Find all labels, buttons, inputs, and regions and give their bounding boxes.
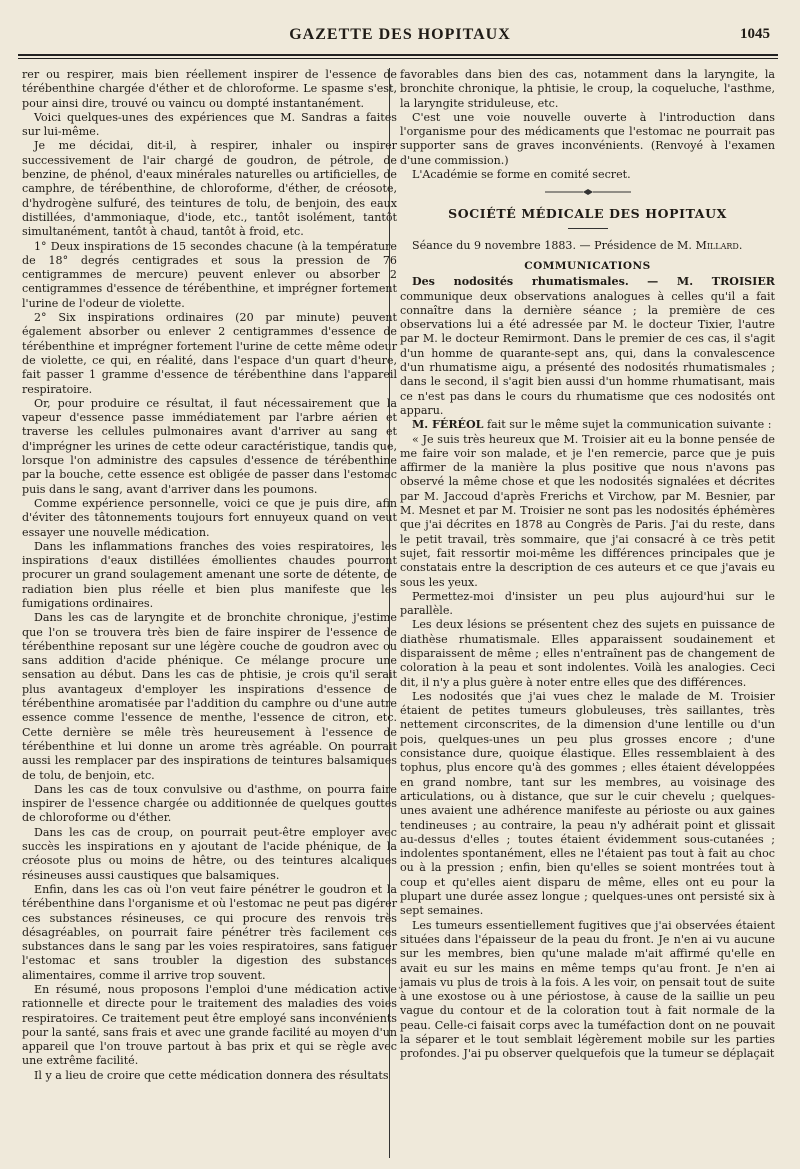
session-line xyxy=(400,239,775,253)
journal-title: GAZETTE DES HOPITAUX xyxy=(289,26,511,43)
paragraph: « Je suis très heureux que M. Troisier ait eu la bonne pensée de me faire voir son malade, et je l'en remercie, parce que je puis affirmer de la manière la plus positive que nous n'avons pas observé la même chose et que les nodosités signalées et décrites par M. Jaccoud d'après Frerichs et Virchow, par M. Besnier, par M. Mesnet et par M. Troisier ne sont pas les nodosités éphémères que j'ai décrites en 1878 au Congrès de Paris. J'ai du reste, dans le petit travail, très sommaire, que j'ai consacré à ce très petit sujet, fait ressortir moi-même les différences principales que je constatais entre la description de ces auteurs et ce que j'avais eu sous les yeux. xyxy=(400,432,775,589)
troisier-paragraph xyxy=(400,275,775,418)
page-number: 1045 xyxy=(740,26,770,42)
paragraph: Dans les cas de toux convulsive ou d'asthme, on pourra faire inspirer de l'essence chargée ou additionnée de quelques gouttes de chloroforme ou d'éther. xyxy=(22,782,397,825)
right-column xyxy=(400,68,775,1062)
paragraph: 2° Six inspirations ordinaires (20 par minute) peuvent également absorber ou enlever 2 centigrammes d'essence de térébenthine et imprégner fortement l'urine de cette même odeur de violette, ce qui, en réalité, dans l'espace d'un quart d'heure, fait passer 1 gramme d'essence de térébenthine dans l'appareil respiratoire. xyxy=(22,311,397,396)
left-column xyxy=(22,68,397,1083)
paragraph: Je me décidai, dit-il, à respirer, inhaler ou inspirer successivement de l'air chargé de goudron, de pétrole, de benzine, de phénol, d'eaux minérales naturelles ou artificielles, de camphre, de térébenthine, de chloroforme, d'éther, de créosote, d'hydrogène sulfuré, des teintures de tolu, de benjoin, des eaux distillées, d'ammoniaque, d'iode, etc., tantôt isolément, tantôt simultanément, tantôt à chaud, tantôt à froid, etc. xyxy=(22,139,397,239)
session-text: Séance du 9 novembre 1883. — Présidence de M. xyxy=(412,238,692,252)
paragraph: Voici quelques-unes des expériences que M. Sandras a faites sur lui-même. xyxy=(22,110,397,139)
paragraph: Or, pour produire ce résultat, il faut nécessairement que la vapeur d'essence passe immédiatement par l'arbre aérien et traverse les cellules pulmonaires avant d'arriver au sang et d'imprégner les urines de cette odeur caractéristique, tandis que, lorsque l'on administre des capsules d'essence de térébenthine par la bouche, cette essence est obligée de passer dans l'estomac puis dans le sang, avant d'arriver dans les poumons. xyxy=(22,396,397,496)
paragraph: favorables dans bien des cas, notamment dans la laryngite, la bronchite chronique, la phtisie, le croup, la coqueluche, l'asthme, la laryngite striduleuse, etc. xyxy=(400,68,775,110)
fereol-speaker: M. FÉRÉOL xyxy=(412,418,484,432)
header-rule-thin xyxy=(18,58,778,59)
communications-heading: COMMUNICATIONS xyxy=(524,259,651,272)
paragraph: En résumé, nous proposons l'emploi d'une médication active rationnelle et directe pour le traitement des maladies des voies respiratoires. Ce traitement peut être employé sans inconvénients pour la santé, sans frais et avec une grande facilité au moyen d'un appareil que l'on trouve partout à bas prix et qui se règle avec une extrême facilité. xyxy=(22,983,397,1068)
troisier-speaker: — M. TROISIER xyxy=(647,275,776,289)
paragraph: 1° Deux inspirations de 15 secondes chacune (à la température de 18° degrés centigrades et sous la pression de 76 centigrammes de mercure) peuvent enlever ou absorber 2 centigrammes d'essence de térébenthine, et imprégner fortement l'urine de l'odeur de violette. xyxy=(22,239,397,310)
troisier-text: communique deux observations analogues à celles qu'il a fait connaître dans la dernière séance ; la première de ces observations lui a été adressée par M. le docteur Tixier, l'autre par M. le docteur Remirmont. Dans le premier de ces cas, il s'agit d'un homme de quarante-sept ans, qui, dans la convalescence d'un rhumatisme aigu, a présenté des nodosités rhumatismales ; dans le second, il s'agit bien aussi d'un homme rhumatisant, mais ce n'est pas dans le cours du rhumatisme que ces nodosités ont apparu. xyxy=(400,289,775,417)
paragraph: C'est une voie nouvelle ouverte à l'introduction dans l'organisme pour des médicaments que l'estomac ne pourrait pas supporter sans de graves inconvénients. (Renvoyé à l'examen d'une commission.) xyxy=(400,110,775,167)
section-ornament xyxy=(400,187,775,197)
paragraph: Les deux lésions se présentent chez des sujets en puissance de diathèse rhumatismale. Elles apparaissent soudainement et disparaissent de même ; elles n'entraînent pas de changement de coloration à la peau et sont indolentes. Voilà les analogies. Ceci dit, il n'y a plus guère à noter entre elles que des différences. xyxy=(400,618,775,689)
paragraph: Les tumeurs essentiellement fugitives que j'ai observées étaient situées dans l'épaisseur de la peau du front. Je n'en ai vu aucune sur les membres, bien qu'une malade m'ait affirmé qu'elle en avait eu sur les mains en même temps qu'au front. Je n'en ai jamais vu plus de trois à la fois. A les voir, on pensait tout de suite à une exostose ou à une périostose, à cause de la saillie un peu vague du contour et de la coloration tout à fait normale de la peau. Celle-ci faisait corps avec la tuméfaction dont on ne pouvait la séparer et le tout semblait légèrement mobile sur les parties profondes. J'ai pu observer quelquefois que la tumeur se déplaçait xyxy=(400,918,775,1061)
short-rule xyxy=(568,228,608,229)
president-name: Millard. xyxy=(695,238,743,252)
header-rule-thick xyxy=(18,54,778,56)
troisier-heading: Des nodosités rhumatismales. xyxy=(412,275,629,289)
column-divider xyxy=(389,68,390,1158)
paragraph: L'Académie se forme en comité secret. xyxy=(412,168,631,182)
paragraph: Permettez-moi d'insister un peu plus aujourd'hui sur le parallèle. xyxy=(400,589,775,618)
paragraph: Dans les cas de laryngite et de bronchite chronique, j'estime que l'on se trouvera très bien de faire inspirer de l'essence de térébenthine reposant sur une légère couche de goudron avec ou sans addition d'acide phénique. Ce mélange procure une sensation au début. Dans les cas de phtisie, je crois qu'il serait plus avantageux d'employer les inspirations d'essence de térébenthine aromatisée par l'addition du camphre ou d'une autre essence comme l'essence de menthe, l'essence de citron, etc. Cette dernière se mêle très heureusement à l'essence de térébenthine et lui donne un arome très agréable. On pourrait aussi les remplacer par des inspirations de teintures balsamiques de tolu, de benjoin, etc. xyxy=(22,611,397,782)
paragraph: Dans les inflammations franches des voies respiratoires, les inspirations d'eaux distillées émollientes chaudes pourront procurer un grand soulagement amenant une sorte de détente, de radiation bien plus réelle et bien plus manifeste que les fumigations ordinaires. xyxy=(22,539,397,610)
paragraph: Il y a lieu de croire que cette médication donnera des résultats xyxy=(34,1068,389,1082)
page-header xyxy=(0,26,800,48)
paragraph: rer ou respirer, mais bien réellement inspirer de l'essence de térébenthine chargée d'éther et de chloroforme. Le spasme s'est, pour ainsi dire, trouvé ou vaincu ou dompté instantanément. xyxy=(22,68,397,110)
paragraph: Les nodosités que j'ai vues chez le malade de M. Troisier étaient de petites tumeurs globuleuses, très saillantes, très nettement circonscrites, de la dimension d'une lentille ou d'un pois, quelques-unes un peu plus grosses encore ; d'une consistance dure, quoique élastique. Elles ressemblaient à des tophus, plus encore qu'à des gommes ; elles étaient développées en grand nombre, tant sur les membres, au voisinage des articulations, ou à distance, que sur le cuir chevelu ; quelques-unes avaient une adhérence manifeste au périoste ou aux gaines tendineuses ; au contraire, la peau n'y adhérait point et glissait au-dessus d'elles ; toutes étaient évidemment sous-cutanées ; indolentes spontanément, elles ne l'étaient pas tout à fait au choc ou à la pression ; enfin, bien qu'elles se soient montrées tout à coup et qu'elles aient disparu de même, elles ont eu pour la plupart une durée assez longue ; quelques-unes ont persisté six à sept semaines. xyxy=(400,689,775,918)
paragraph: Comme expérience personnelle, voici ce que je puis dire, afin d'éviter des tâtonnements toujours fort ennuyeux quand on veut essayer une nouvelle médication. xyxy=(22,496,397,539)
fereol-text: fait sur le même sujet la communication suivante : xyxy=(487,418,772,432)
paragraph: Enfin, dans les cas où l'on veut faire pénétrer le goudron et la térébenthine dans l'organisme et où l'estomac ne peut pas digérer ces substances résineuses, ce qui procure des renvois très désagréables, on pourrait faire pénétrer très facilement ces substances dans le sang par les voies respiratoires, sans fatiguer l'estomac et sans troubler la digestion des substances alimentaires, comme il arrive trop souvent. xyxy=(22,882,397,982)
society-heading: SOCIÉTÉ MÉDICALE DES HOPITAUX xyxy=(448,206,727,222)
paragraph: Dans les cas de croup, on pourrait peut-être employer avec succès les inspirations en y ajoutant de l'acide phénique, de la créosote plus ou moins de hêtre, ou des teintures alcaliques résineuses aussi caustiques que balsamiques. xyxy=(22,825,397,882)
fereol-paragraph xyxy=(400,418,775,432)
